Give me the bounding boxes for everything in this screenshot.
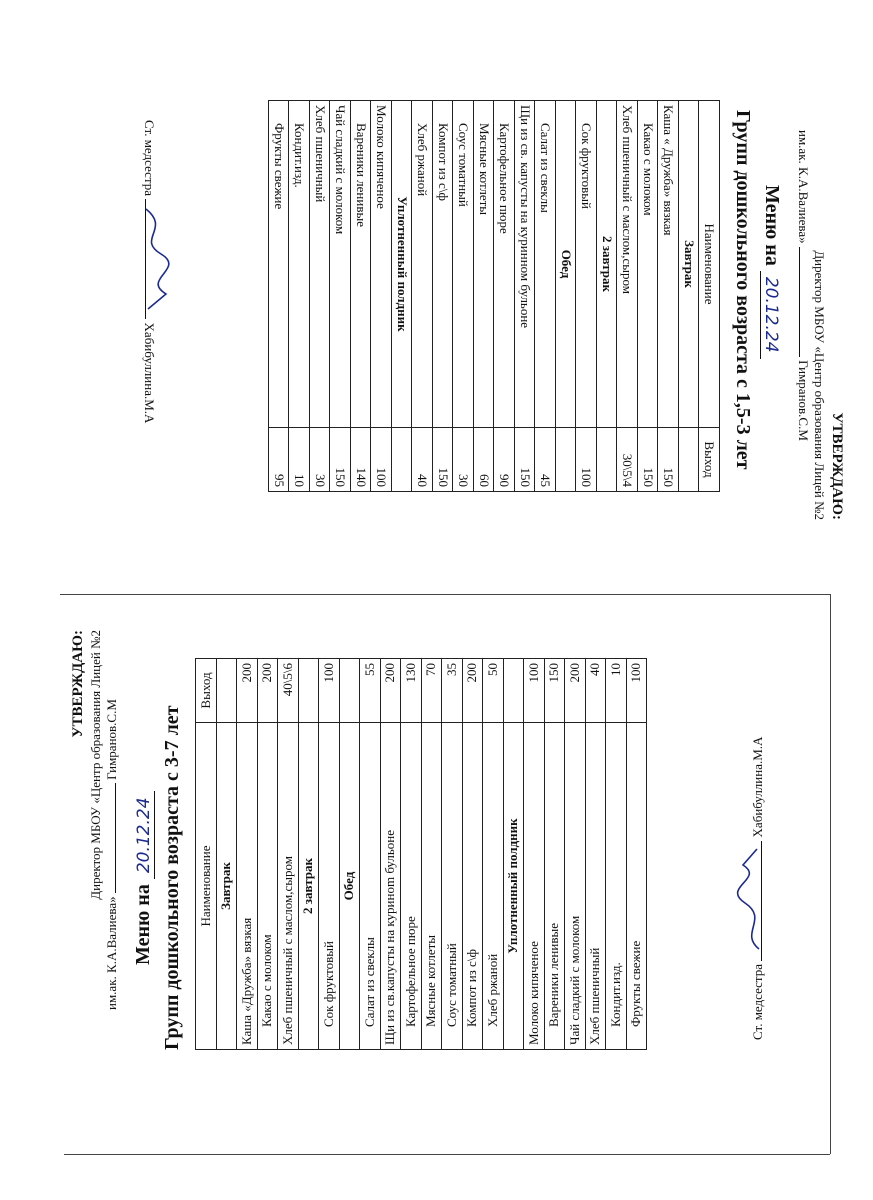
dish-name: Хлеб пшеничный с маслом,сыром — [617, 101, 638, 428]
menu-table-body — [196, 659, 647, 1050]
dish-yield: 100 — [319, 659, 340, 723]
director-school: им.ак. К.А.Валиева» — [104, 896, 119, 1010]
table-row — [483, 659, 504, 1050]
nurse-name: Хабибуллина.М.А — [750, 736, 765, 838]
table-row — [453, 101, 474, 492]
table-row — [360, 659, 381, 1050]
dish-name: Компот из с\ф — [462, 723, 483, 1050]
group-title: Групп дошкольного возраста с 1,5-3 лет — [732, 110, 754, 470]
dish-yield — [597, 428, 618, 492]
table-row — [474, 101, 495, 492]
table-row — [257, 659, 278, 1050]
nurse-label: Ст. медсестра — [142, 120, 157, 197]
table-header — [196, 659, 217, 1050]
dish-yield: 100 — [576, 428, 597, 492]
menu-sheet-older — [70, 610, 790, 1150]
dish-name: Молоко кипяченое — [524, 723, 545, 1050]
dish-name: Чай сладкий с молоком — [330, 101, 351, 428]
dish-yield: 200 — [565, 659, 586, 723]
dish-name: Обед — [556, 101, 577, 428]
table-row — [585, 659, 606, 1050]
dish-yield: 70 — [421, 659, 442, 723]
col-name-header: Наименование — [196, 723, 217, 1050]
dish-yield: 150 — [433, 428, 454, 492]
table-row — [524, 659, 545, 1050]
approve-label: УТВЕРЖДАЮ: — [70, 630, 86, 738]
dish-yield: 130 — [401, 659, 422, 723]
section-row — [679, 101, 700, 492]
dish-name: Обед — [339, 723, 360, 1050]
dish-name: Соус томатный — [453, 101, 474, 428]
dish-name: Кондит.изд. — [289, 101, 310, 428]
col-yield-header: Выход — [196, 659, 217, 723]
dish-name: Компот из с\ф — [433, 101, 454, 428]
table-row — [289, 101, 310, 492]
dish-yield: 40 — [585, 659, 606, 723]
dish-yield: 40 — [412, 428, 433, 492]
section-row — [298, 659, 319, 1050]
menu-date: 20.12.24 — [760, 271, 781, 359]
table-row — [371, 101, 392, 492]
table-row — [351, 101, 372, 492]
dish-name: Соус томатный — [442, 723, 463, 1050]
dish-yield: 150 — [638, 428, 659, 492]
menu-table-body — [269, 101, 720, 492]
menu-date-line — [760, 185, 783, 359]
dish-yield: 50 — [483, 659, 504, 723]
dish-name: Салат из свеклы — [535, 101, 556, 428]
dish-yield: 60 — [474, 428, 495, 492]
dish-yield: 200 — [237, 659, 258, 723]
dish-yield — [339, 659, 360, 723]
sheet-edge-right — [830, 594, 831, 1154]
group-title: Групп дошкольного возраста с 3-7 лет — [161, 705, 183, 1050]
dish-yield: 30 — [453, 428, 474, 492]
nurse-signature — [750, 737, 766, 1040]
dish-name: Кондит.изд. — [606, 723, 627, 1050]
dish-name: Чай сладкий с молоком — [565, 723, 586, 1050]
dish-yield: 200 — [462, 659, 483, 723]
dish-yield: 140 — [351, 428, 372, 492]
dish-name: Уплотненный полдник — [392, 101, 413, 428]
section-row — [392, 101, 413, 492]
table-row — [412, 101, 433, 492]
dish-name: Какао с молоком — [257, 723, 278, 1050]
dish-yield — [556, 428, 577, 492]
col-name-header: Наименование — [699, 101, 720, 428]
director-line-1: Директор МБОУ «Центр образования Лицей №2 — [88, 630, 103, 900]
dish-yield: 40\5\6 — [278, 659, 299, 723]
table-row — [278, 659, 299, 1050]
table-header — [699, 101, 720, 492]
table-row — [535, 101, 556, 492]
table-row — [433, 101, 454, 492]
dish-name: Хлеб ржаной — [483, 723, 504, 1050]
dish-name: Каша « Дружба» вязкая — [658, 101, 679, 428]
dish-yield: 100 — [524, 659, 545, 723]
dish-yield: 150 — [330, 428, 351, 492]
table-row — [421, 659, 442, 1050]
section-row — [503, 659, 524, 1050]
nurse-signature-line — [145, 199, 146, 319]
menu-table — [268, 100, 720, 492]
sheet-edge-bottom — [64, 1154, 830, 1155]
dish-name: Уплотненный полдник — [503, 723, 524, 1050]
table-row — [310, 101, 331, 492]
menu-date-line — [132, 791, 155, 965]
table-row — [442, 659, 463, 1050]
table-row — [319, 659, 340, 1050]
table-row — [606, 659, 627, 1050]
menu-date: 20.12.24 — [134, 791, 155, 879]
dish-yield: 200 — [380, 659, 401, 723]
dish-yield — [679, 428, 700, 492]
nurse-label: Ст. медсестра — [750, 963, 765, 1040]
dish-name: Хлеб пшеничный с маслом,сыром — [278, 723, 299, 1050]
dish-name: Салат из свеклы — [360, 723, 381, 1050]
dish-name: 2 завтрак — [597, 101, 618, 428]
section-row — [339, 659, 360, 1050]
sheet-edge-top — [60, 594, 830, 595]
dish-yield: 30\5\4 — [617, 428, 638, 492]
dish-yield: 150 — [515, 428, 536, 492]
table-row — [617, 101, 638, 492]
dish-yield — [298, 659, 319, 723]
dish-yield: 150 — [658, 428, 679, 492]
dish-name: Каша «Дружба» вязкая — [237, 723, 258, 1050]
col-yield-header: Выход — [699, 428, 720, 492]
dish-name: Фрукты свежие — [269, 101, 290, 428]
menu-sheet-younger — [125, 10, 845, 540]
nurse-signature — [141, 120, 157, 423]
table-row — [544, 659, 565, 1050]
dish-yield: 150 — [544, 659, 565, 723]
handwritten-signature — [136, 199, 176, 319]
dish-name: Картофельное пюре — [401, 723, 422, 1050]
table-row — [658, 101, 679, 492]
dish-name: 2 завтрак — [298, 723, 319, 1050]
table-row — [626, 659, 647, 1050]
dish-name: Хлеб пшеничный — [585, 723, 606, 1050]
dish-yield: 100 — [626, 659, 647, 723]
dish-yield: 95 — [269, 428, 290, 492]
dish-yield: 30 — [310, 428, 331, 492]
dish-name: Мясные котлеты — [474, 101, 495, 428]
dish-name: Щи из св. капусты на куринном бульоне — [515, 101, 536, 428]
section-row — [597, 101, 618, 492]
dish-name: Мясные котлеты — [421, 723, 442, 1050]
section-row — [556, 101, 577, 492]
table-row — [237, 659, 258, 1050]
dish-yield: 100 — [371, 428, 392, 492]
handwritten-signature — [731, 841, 771, 961]
dish-yield: 55 — [360, 659, 381, 723]
dish-name: Завтрак — [216, 723, 237, 1050]
signature-line — [799, 247, 800, 357]
table-row — [269, 101, 290, 492]
dish-yield — [216, 659, 237, 723]
dish-yield: 10 — [606, 659, 627, 723]
table-row — [576, 101, 597, 492]
dish-name: Щи из св.капусты на куриноm бульоне — [380, 723, 401, 1050]
director-line-2 — [104, 699, 120, 1010]
director-line-2 — [795, 130, 811, 441]
menu-prefix: Меню на — [761, 185, 783, 266]
dish-name: Фрукты свежие — [626, 723, 647, 1050]
table-row — [380, 659, 401, 1050]
nurse-name: Хабибуллина.М.А — [142, 322, 157, 424]
table-row — [401, 659, 422, 1050]
dish-yield: 200 — [257, 659, 278, 723]
dish-name: Хлеб ржаной — [412, 101, 433, 428]
table-row — [330, 101, 351, 492]
menu-prefix: Меню на — [132, 884, 154, 965]
director-name: Гимранов.С.М — [104, 699, 119, 780]
table-row — [462, 659, 483, 1050]
dish-yield — [392, 428, 413, 492]
dish-name: Вареники ленивые — [351, 101, 372, 428]
dish-name: Сок фруктовый — [319, 723, 340, 1050]
table-row — [638, 101, 659, 492]
dish-name: Вареники ленивые — [544, 723, 565, 1050]
dish-name: Какао с молоком — [638, 101, 659, 428]
nurse-signature-line — [761, 841, 762, 961]
dish-name: Хлеб пшеничный — [310, 101, 331, 428]
dish-yield: 35 — [442, 659, 463, 723]
table-row — [515, 101, 536, 492]
dish-name: Картофельное пюре — [494, 101, 515, 428]
table-row — [565, 659, 586, 1050]
dish-name: Сок фруктовый — [576, 101, 597, 428]
dish-name: Молоко кипяченое — [371, 101, 392, 428]
director-line-1: Директор МБОУ «Центр образования Лицей №2 — [812, 250, 827, 520]
section-row — [216, 659, 237, 1050]
menu-table — [195, 658, 647, 1050]
table-row — [494, 101, 515, 492]
signature-line — [115, 783, 116, 893]
dish-name: Завтрак — [679, 101, 700, 428]
dish-yield — [503, 659, 524, 723]
dish-yield: 90 — [494, 428, 515, 492]
approve-label: УТВЕРЖДАЮ: — [829, 412, 845, 520]
director-school: им.ак. К.А.Валиева» — [796, 130, 811, 244]
dish-yield: 45 — [535, 428, 556, 492]
director-name: Гимранов.С.М — [796, 360, 811, 441]
dish-yield: 10 — [289, 428, 310, 492]
